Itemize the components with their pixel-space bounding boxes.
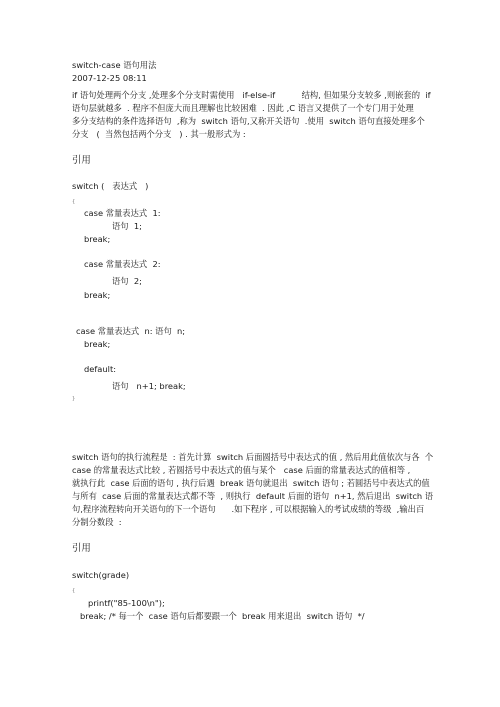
intro-line-2: 语句层就越多 . 程序不但庞大而且理解也比较困难 . 因此 ,C 语言又提供了一个专门用于处理 [72, 103, 414, 113]
code-line: break; [84, 234, 111, 244]
code-line: { [72, 199, 76, 205]
flow-line: 就执行此 case 后面的语句 , 执行后遇 break 语句就退出 switch 语句 ; 若圆括号中表达式的值 [72, 478, 430, 488]
flow-line: switch 语句的执行流程是 : 首先计算 switch 后面圆括号中表达式的值 , 然后用此值依次与各 个 [72, 452, 434, 462]
doc-date: 2007-12-25 08:11 [72, 73, 147, 83]
intro-line-4: 分支 ( 当然包括两个分支 ) . 其一般形式为 : [72, 129, 246, 139]
flow-line: 与所有 case 后面的常量表达式都不等 , 则执行 default 后面的语句 n+1, 然后退出 switch 语 [72, 491, 434, 501]
flow-line: case 的常量表达式比较 , 若圆括号中表达式的值与某个 case 后面的常量表达式的值相等 , [72, 465, 411, 475]
code-line: switch ( 表达式 ) [72, 181, 149, 191]
code-line: 语句 1; [112, 221, 142, 231]
code-line: break; [84, 339, 111, 349]
code-line: case 常量表达式 2: [84, 259, 161, 269]
intro-line-3: 多分支结构的条件选择语句 ,称为 switch 语句,又称开关语句 .使用 switch 语句直接处理多个 [72, 116, 425, 126]
code-line: default: [84, 364, 116, 374]
code-line: printf("85-100\n"); [88, 598, 165, 608]
quote-label: 引用 [72, 543, 91, 554]
code-line: break; [84, 290, 111, 300]
code-line: switch(grade) [72, 570, 130, 580]
flow-line: 分制分数段 : [72, 517, 122, 527]
code-line: break; /* 每一个 case 语句后都要跟一个 break 用来退出 switch 语句 */ [80, 611, 365, 621]
doc-title: switch-case 语句用法 [72, 60, 157, 70]
intro-line-1: if 语句处理两个分支 ,处理多个分支时需使用 if-else-if 结构, 但如果分支较多 ,则嵌套的 if [72, 90, 431, 100]
code-line: } [72, 396, 76, 402]
code-line: { [72, 588, 76, 594]
flow-line: 句,程序流程转向开关语句的下一个语句 .如下程序 , 可以根据输入的考试成绩的等级 ,输出百 [72, 504, 425, 514]
code-line: case 常量表达式 n: 语句 n; [76, 326, 186, 336]
quote-label: 引用 [72, 155, 91, 166]
code-line: 语句 n+1; break; [112, 381, 186, 391]
code-line: 语句 2; [112, 276, 142, 286]
code-line: case 常量表达式 1: [84, 208, 161, 218]
